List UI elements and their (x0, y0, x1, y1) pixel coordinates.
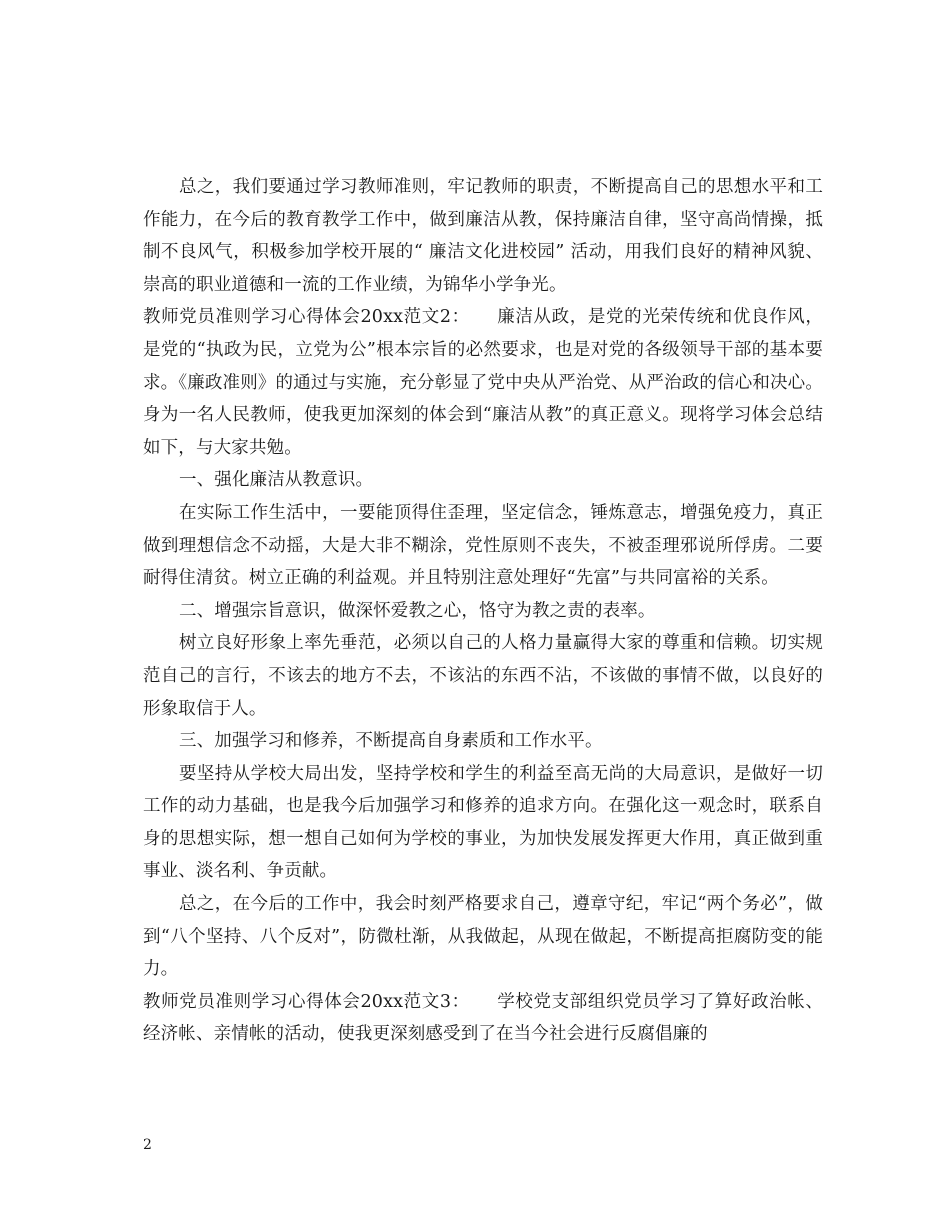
paragraph-section-3: 要坚持从学校大局出发，坚持学校和学生的利益至高无尚的大局意识，是做好一切工作的动力基础，也是我今后加强学习和修养的追求方向。在强化这一观念时，联系自身的思想实际，想一想自己如何为学校的事业，为加快发展发挥更大作用，真正做到重事业、淡名利、争贡献。 (143, 763, 823, 882)
section-heading-1: 一、强化廉洁从教意识。 (179, 470, 374, 491)
paragraph-section-1: 在实际工作生活中，一要能顶得住歪理，坚定信念，锤炼意志，增强免疫力，真正做到理想信念不动摇，大是大非不糊涂，党性原则不丧失，不被歪理邪说所俘虏。二要耐得住清贫。树立正确的利益观。并且特别注意处理好“先富”与共同富裕的关系。 (143, 502, 823, 589)
section-heading-2: 二、增强宗旨意识，做深怀爱教之心，恪守为教之责的表率。 (179, 600, 656, 621)
paragraph-section-2: 树立良好形象上率先垂范，必须以自己的人格力量赢得大家的尊重和信赖。切实规范自己的言行，不该去的地方不去，不该沾的东西不沾，不该做的事情不做，以良好的形象取信于人。 (143, 633, 823, 719)
paragraph-sample-3-heading: 教师党员准则学习心得体会20xx范文3： 学校党支部组织党员学习了算好政治帐、经济帐、亲情帐的活动，使我更深刻感受到了在当今社会进行反腐倡廉的 (143, 991, 823, 1045)
document-body (143, 171, 823, 1051)
section-heading-3: 三、加强学习和修养，不断提高自身素质和工作水平。 (179, 731, 603, 752)
paragraph-conclusion: 总之，我们要通过学习教师准则，牢记教师的职责，不断提高自己的思想水平和工作能力，在今后的教育教学工作中，做到廉洁从教，保持廉洁自律，坚守高尚情操，抵制不良风气，积极参加学校开展的“ 廉洁文化进校园” 活动，用我们良好的精神风貌、崇高的职业道德和一流的工作业绩，为锦华小学争光。 (143, 177, 823, 295)
paragraph-sample-2-heading: 教师党员准则学习心得体会20xx范文2： 廉洁从政，是党的光荣传统和优良作风，是党的“执政为民，立党为公”根本宗旨的必然要求，也是对党的各级领导干部的基本要求。《廉政准则》的通过与实施，充分彰显了党中央从严治党、从严治政的信心和决心。身为一名人民教师，使我更加深刻的体会到“廉洁从教”的真正意义。现将学习体会总结如下，与大家共勉。 (143, 307, 823, 458)
paragraph-summary: 总之，在今后的工作中，我会时刻严格要求自己，遵章守纪，牢记“两个务必”，做到“八个坚持、八个反对”，防微杜渐，从我做起，从现在做起，不断提高拒腐防变的能力。 (143, 894, 823, 980)
page-number: 2 (143, 1137, 152, 1153)
